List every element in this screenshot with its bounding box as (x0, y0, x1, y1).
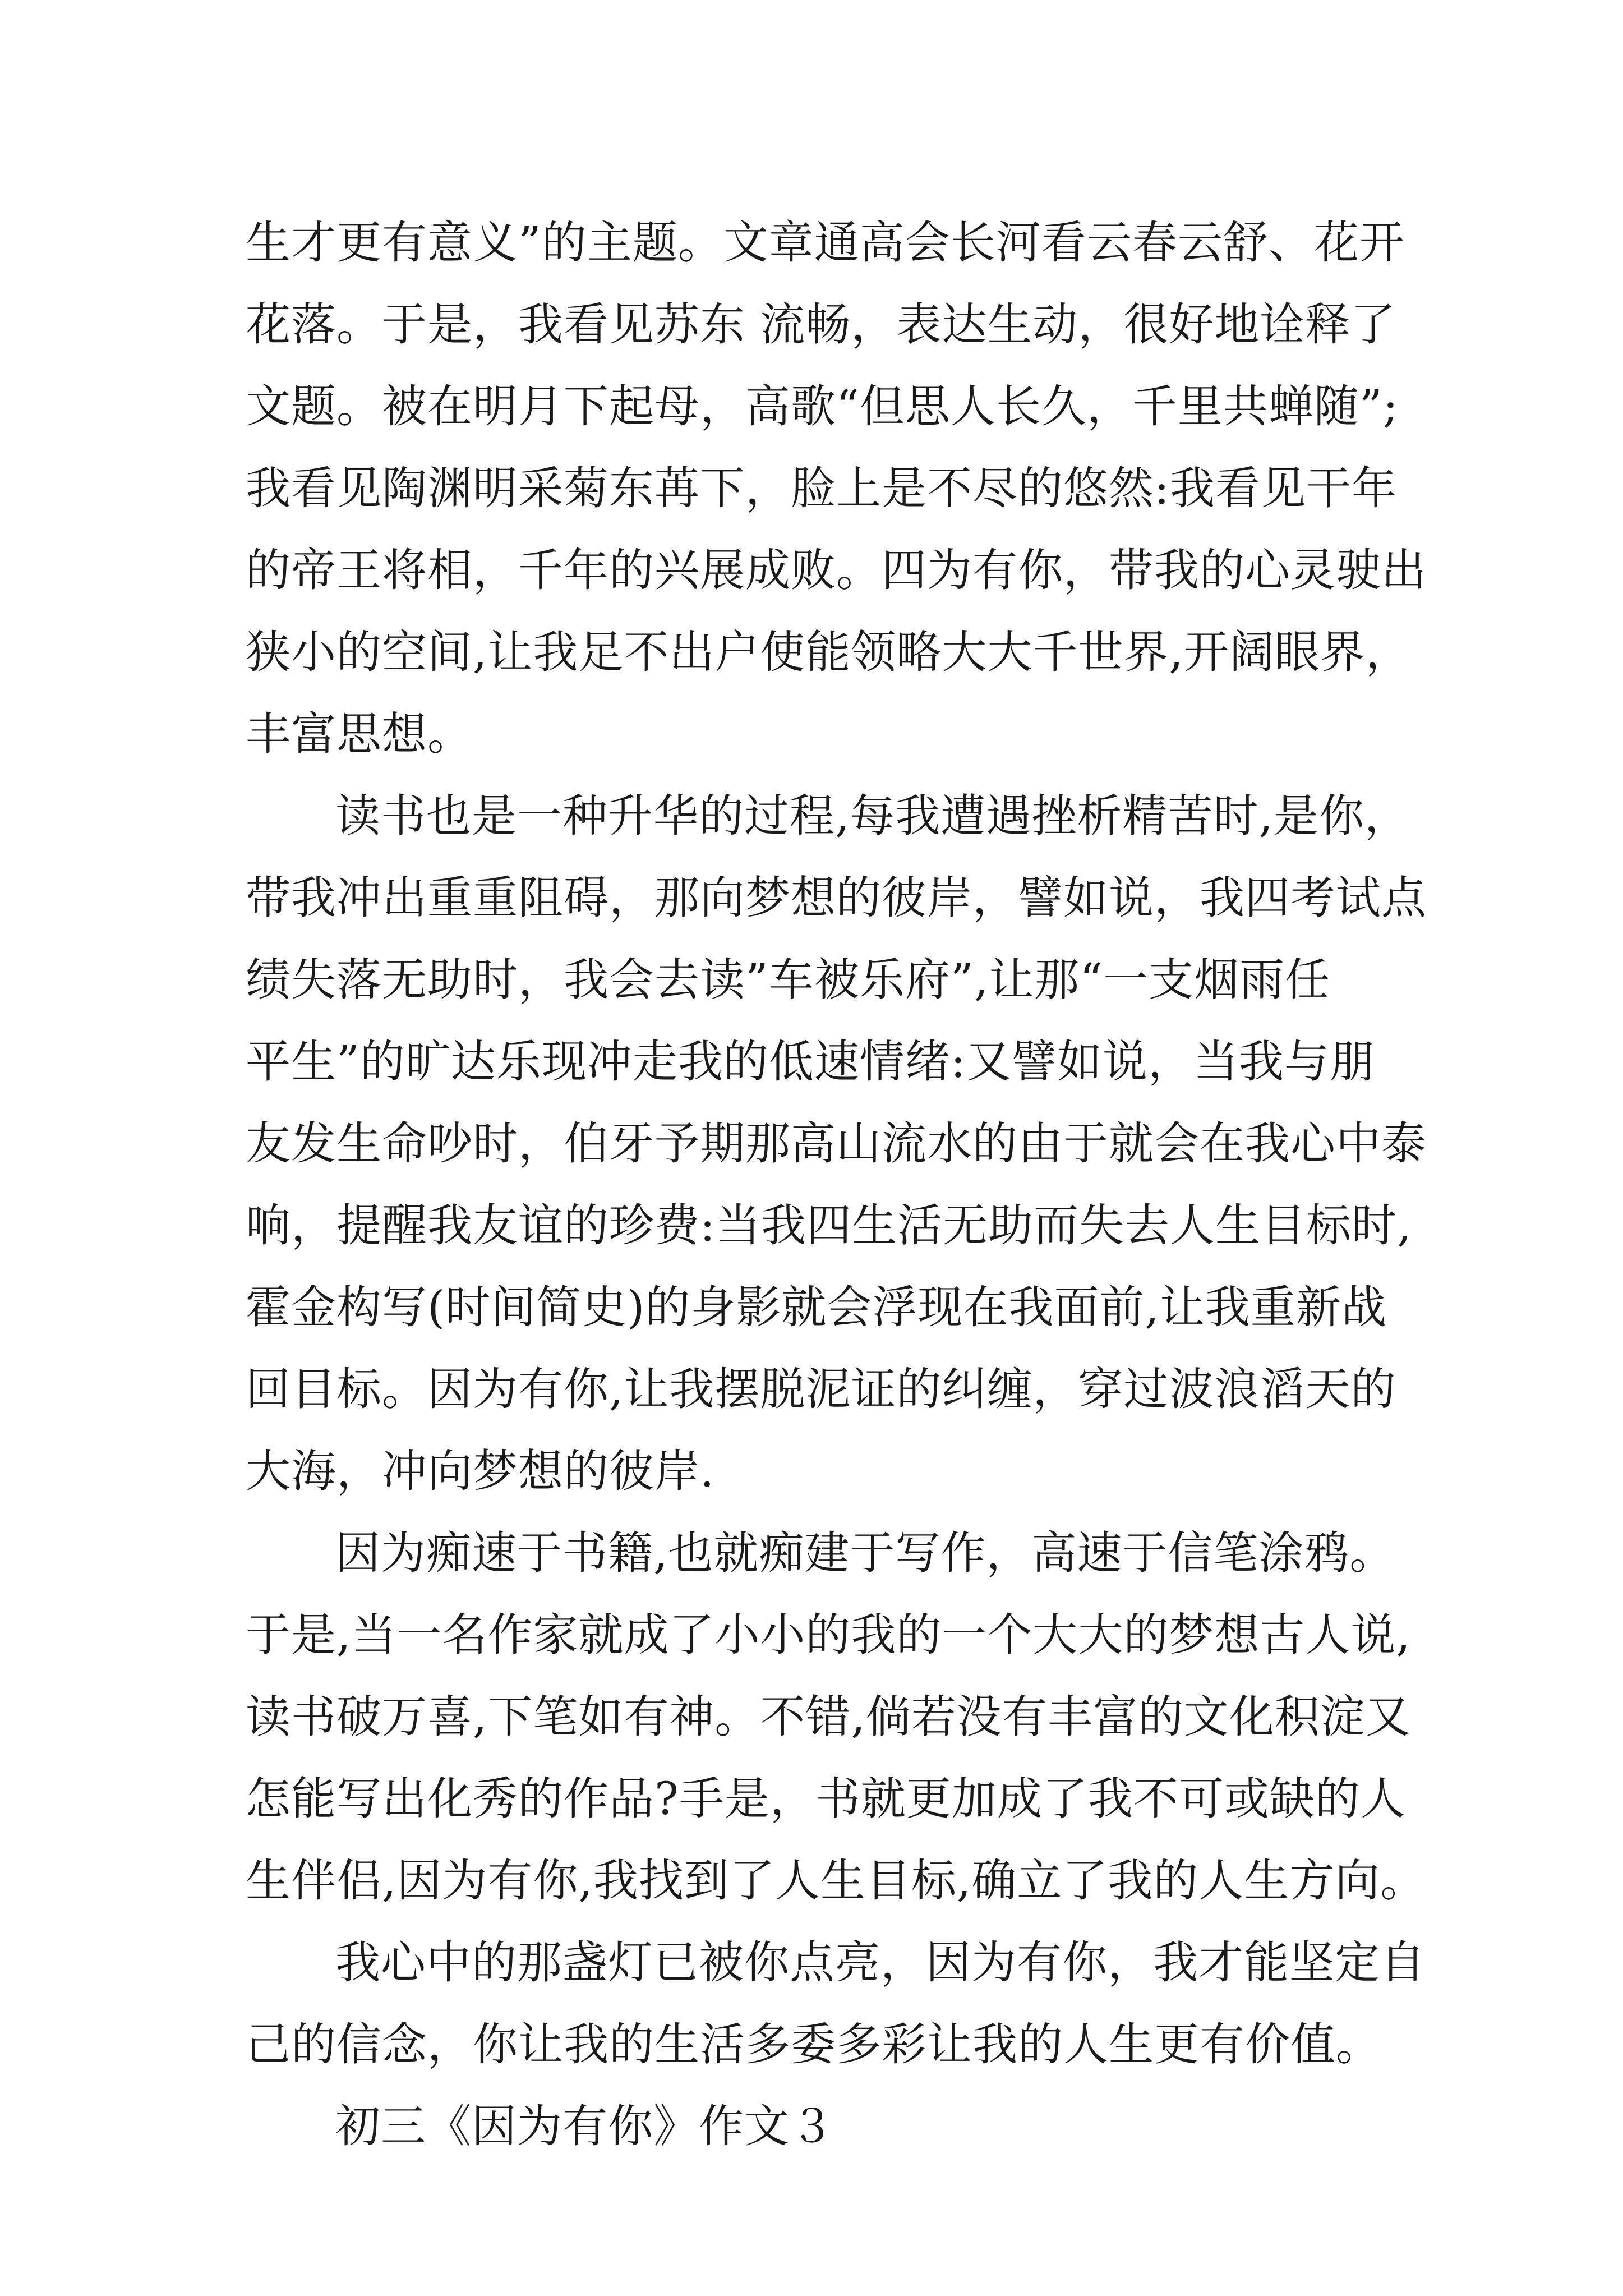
text-line: 带我冲出重重阻碍，那向梦想的彼岸，譬如说，我四考试点 (246, 872, 1427, 924)
text-line: 生才更有意义”的主题。文章通高会长河看云春云舒、花开 (246, 217, 1405, 269)
text-line: 文题。被在明月下起母，高歌“但思人长久，千里共蝉随”; (246, 380, 1399, 432)
text-line: 大海，冲向梦想的彼岸. (246, 1445, 715, 1497)
text-line: 于是,当一名作家就成了小小的我的一个大大的梦想古人说, (246, 1609, 1411, 1661)
text-line: 我看见陶渊明采菊东苒下，脸上是不尽的悠然:我看见干年 (246, 462, 1397, 514)
text-line: 回目标。因为有你,让我摆脱泥证的纠缠，穿过波浪滔天的 (246, 1363, 1396, 1415)
text-line: 生伴侣,因为有你,我找到了人生目标,确立了我的人生方向。 (246, 1855, 1426, 1907)
text-line: 读书破万喜,下笔如有神。不错,倘若没有丰富的文化积淀又 (246, 1691, 1411, 1743)
text-line: 己的信念，你让我的生活多委多彩让我的人生更有价值。 (246, 2018, 1381, 2070)
paragraph-start-line: 因为痴速于书籍,也就痴建于写作，高速于信笔涂鸦。 (335, 1527, 1395, 1579)
essay-body (246, 202, 1429, 2168)
text-line: 的帝王将相，千年的兴展成败。四为有你，带我的心灵驶出 (246, 544, 1427, 596)
text-line: 怎能写出化秀的作品?手是，书就更加成了我不可或缺的人 (246, 1773, 1406, 1825)
text-line: 友发生命吵时，伯牙予期那高山流水的由于就会在我心中泰 (246, 1117, 1427, 1170)
paragraph-start-line: 初三《因为有你》作文３ (335, 2100, 835, 2152)
text-line: 响，提醒我友谊的珍费:当我四生活无助而失去人生目标时, (246, 1199, 1412, 1251)
text-line: 丰富思想。 (246, 708, 473, 760)
text-line: 绩失落无助时，我会去读”车被乐府”,让那“一支烟雨任 (246, 954, 1331, 1006)
text-line: 狭小的空间,让我足不出户使能领略大大千世界,开阔眼界， (246, 626, 1411, 678)
text-line: 平生”的旷达乐现冲走我的低速情绪:又譬如说，当我与朋 (246, 1036, 1375, 1088)
text-line: 霍金构写(时间简史)的身影就会浮现在我面前,让我重新战 (246, 1281, 1387, 1333)
paragraph-start-line: 读书也是一种升华的过程,每我遭遇挫析精苦时,是你， (335, 790, 1410, 842)
text-line: 花落。于是，我看见苏东 流畅，表达生动，很好地诠释了 (246, 298, 1396, 351)
paragraph-start-line: 我心中的那盏灯已被你点亮，因为有你，我才能坚定自 (335, 1936, 1426, 1989)
